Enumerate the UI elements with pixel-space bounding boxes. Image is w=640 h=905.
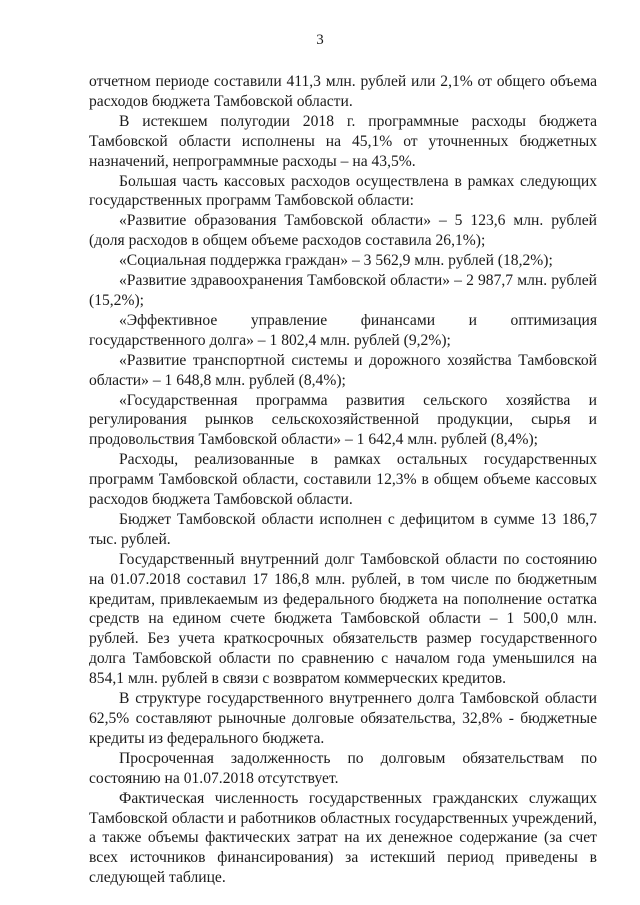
paragraph: Просроченная задолженность по долговым обязательствам по состоянию на 01.07.2018 отсутствует. (89, 749, 597, 787)
paragraph: В истекшем полугодии 2018 г. программные расходы бюджета Тамбовской области исполнены на 45,1% от уточненных бюджетных назначений, непрограммные расходы – на 43,5%. (89, 112, 597, 170)
paragraph: Государственный внутренний долг Тамбовской области по состоянию на 01.07.2018 составил 17 186,8 млн. рублей, в том числе по бюджетным кредитам, привлекаемым из федерального бюджета на пополнение остатка средств на едином счете бюджета Тамбовской области – 1 500,0 млн. рублей. Без учета краткосрочных обязательств размер государственного долга Тамбовской области по сравнению с началом года уменьшился на 854,1 млн. рублей в связи с возвратом коммерческих кредитов. (89, 550, 597, 688)
program-item: «Государственная программа развития сельского хозяйства и регулирования рынков сельскохозяйственной продукции, сырья и продовольствия Тамбовской области» – 1 642,4 млн. рублей (8,4%); (89, 391, 597, 449)
program-item: «Развитие транспортной системы и дорожного хозяйства Тамбовской области» – 1 648,8 млн. рублей (8,4%); (89, 351, 597, 389)
program-item: «Развитие здравоохранения Тамбовской области» – 2 987,7 млн. рублей (15,2%); (89, 272, 597, 309)
paragraph: В структуре государственного внутреннего долга Тамбовской области 62,5% составляют рыночные долговые обязательства, 32,8% - бюджетные кредиты из федерального бюджета. (89, 690, 597, 747)
page-number: 3 (316, 32, 324, 48)
paragraph: отчетном периоде составили 411,3 млн. рублей или 2,1% от общего объема расходов бюджета Тамбовской области. (89, 73, 597, 110)
paragraph: Расходы, реализованные в рамках остальных государственных программ Тамбовской области, составили 12,3% в общем объеме кассовых расходов бюджета Тамбовской области. (89, 451, 597, 509)
document-body (89, 72, 597, 888)
program-item: «Развитие образования Тамбовской области» – 5 123,6 млн. рублей (доля расходов в общем объеме расходов составила 26,1%); (89, 212, 597, 250)
program-item: «Социальная поддержка граждан» – 3 562,9 млн. рублей (18,2%); (119, 252, 553, 270)
paragraph: Фактическая численность государственных гражданских служащих Тамбовской области и работников областных государственных учреждений, а также объемы фактических затрат на их денежное содержание (за счет всех источников финансирования) за истекший период приведены в следующей таблице. (89, 789, 597, 887)
paragraph: Бюджет Тамбовской области исполнен с дефицитом в сумме 13 186,7 тыс. рублей. (89, 510, 597, 548)
paragraph: Большая часть кассовых расходов осуществлена в рамках следующих государственных программ Тамбовской области: (89, 172, 597, 210)
program-item: «Эффективное управление финансами и оптимизация государственного долга» – 1 802,4 млн. рублей (9,2%); (89, 311, 597, 349)
